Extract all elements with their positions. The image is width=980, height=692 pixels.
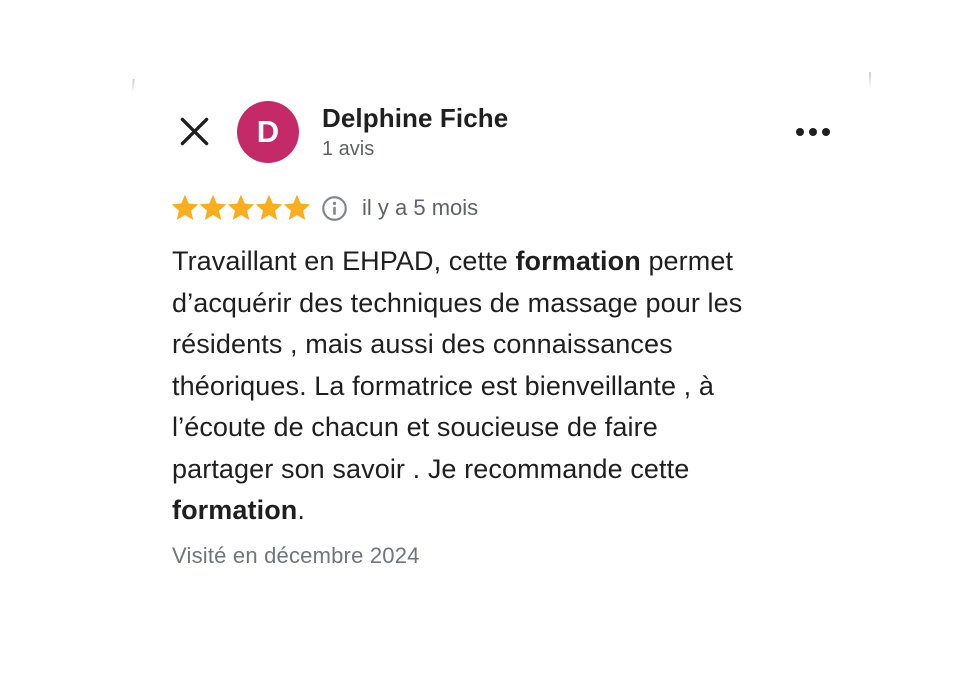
three-dots-icon [796, 128, 830, 136]
close-button[interactable] [176, 113, 212, 149]
review-text: Travaillant en EHPAD, cette formation permet d’acquérir des techniques de massage pour les résidents , mais aussi des connaissances théoriques. La formatrice est bienveillante , à l’écoute de chacun et soucieuse de faire partager son savoir . Je recommande cette formation. [172, 246, 743, 525]
visited-date: Visité en décembre 2024 [172, 543, 420, 568]
artifact-mark [869, 72, 871, 89]
avatar-initial: D [256, 114, 280, 149]
star-rating [171, 192, 311, 224]
close-icon [178, 115, 211, 148]
reviewer-name: Delphine Fiche [322, 103, 509, 133]
artifact-mark [131, 79, 134, 93]
star-icon [281, 192, 313, 224]
reviewer-review-count: 1 avis [322, 138, 375, 160]
rating-row [171, 192, 478, 224]
more-options-button[interactable] [789, 118, 837, 146]
info-icon[interactable] [321, 195, 348, 222]
review-age: il y a 5 mois [362, 195, 479, 220]
avatar[interactable] [237, 101, 299, 163]
reviewer-info [322, 103, 508, 161]
